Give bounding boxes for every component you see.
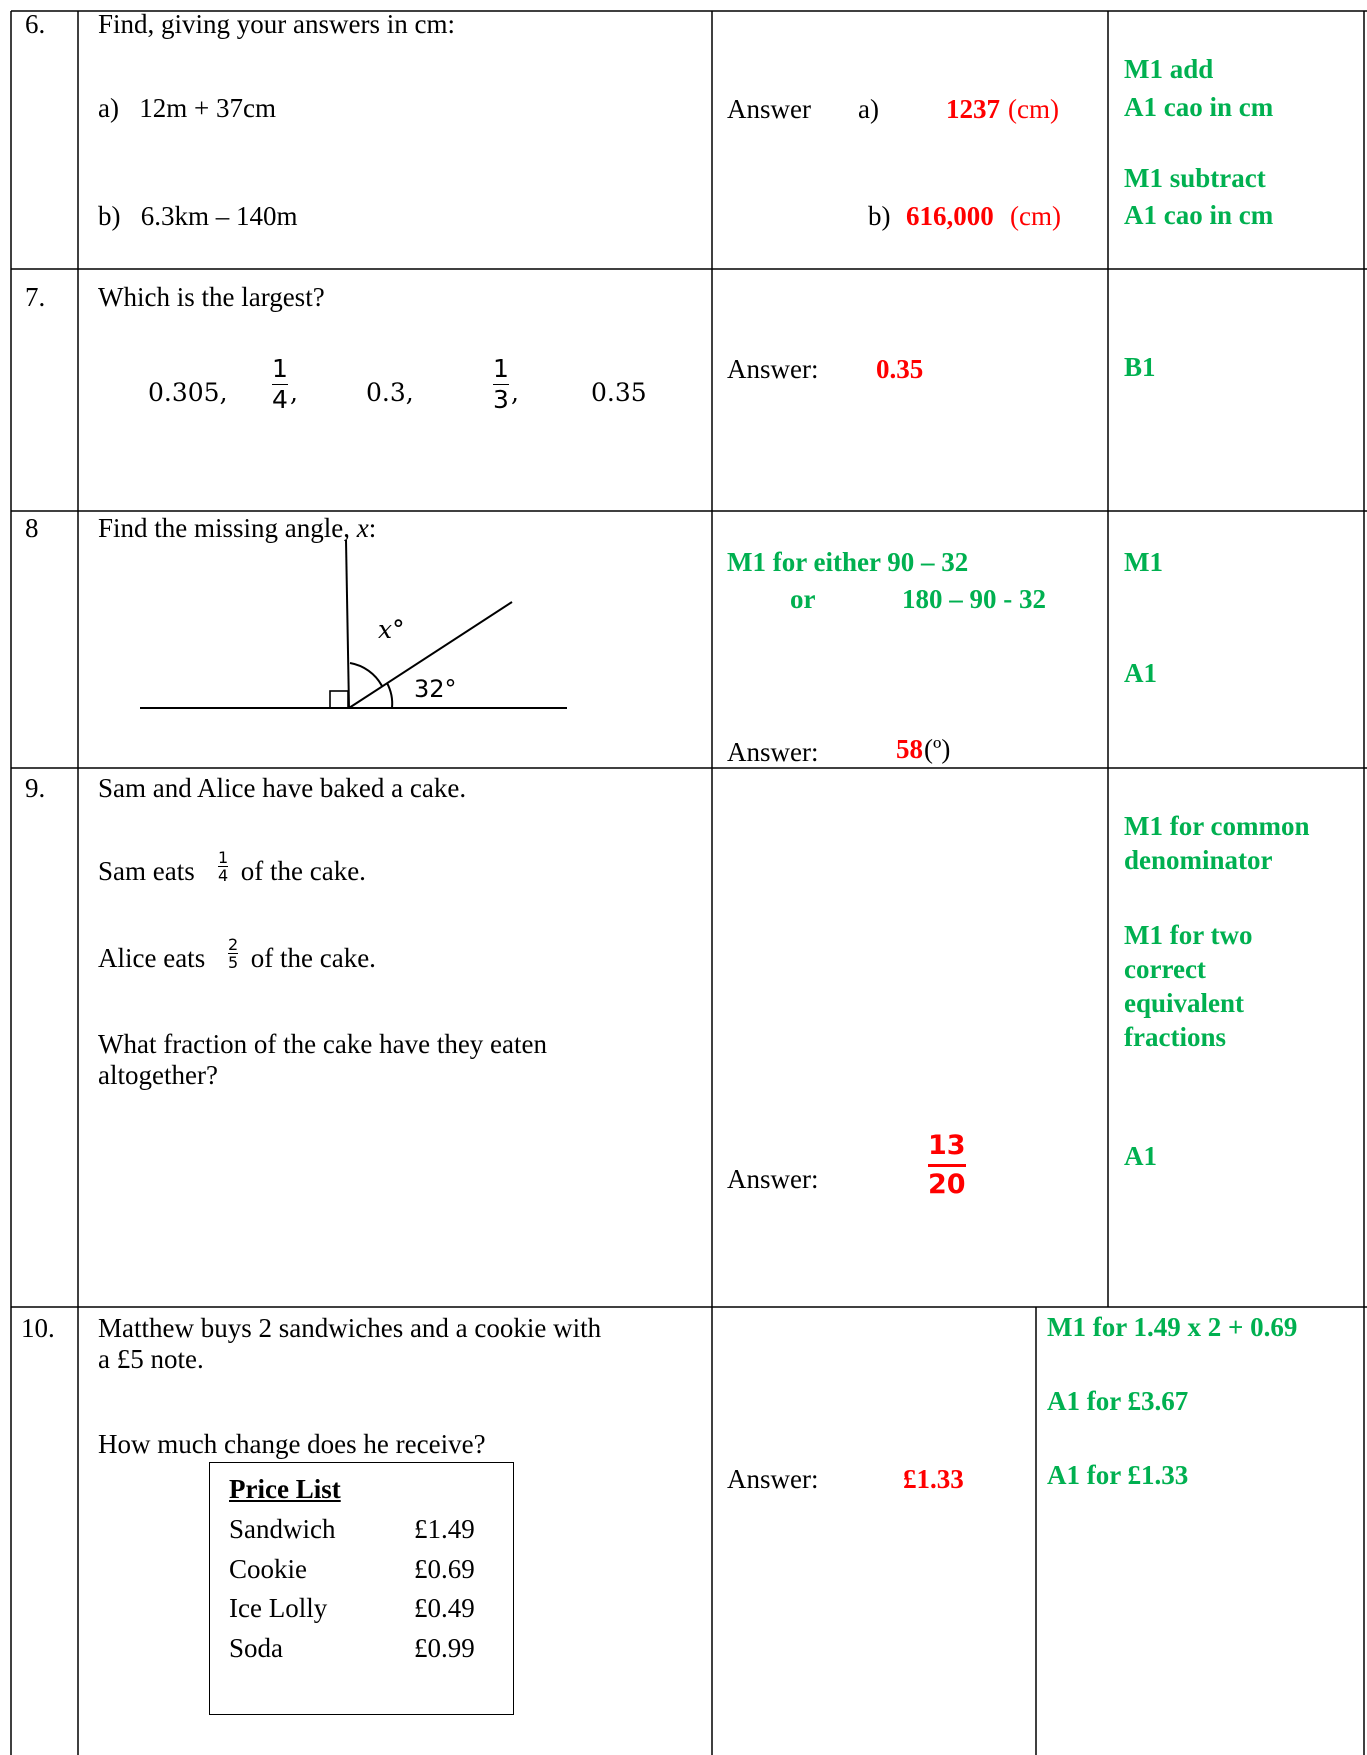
question-number: 8 bbox=[25, 513, 39, 543]
mark-line: A1 cao in cm bbox=[1124, 92, 1274, 122]
option-0305: 0.305, bbox=[148, 378, 228, 407]
answer-fraction: 13 20 bbox=[928, 1130, 966, 1200]
mark-line: A1 cao in cm bbox=[1124, 200, 1274, 230]
question-number: 7. bbox=[25, 282, 46, 312]
price-item-price: £0.99 bbox=[414, 1633, 475, 1663]
part-b-text: b) 6.3km – 140m bbox=[98, 201, 298, 231]
mark-line: A1 bbox=[1124, 1141, 1157, 1171]
answer-label: Answer: bbox=[727, 1164, 819, 1194]
comma: , bbox=[290, 378, 298, 407]
mark-line: correct bbox=[1124, 954, 1206, 984]
answer-b-label: b) bbox=[868, 201, 891, 231]
mark-line: B1 bbox=[1124, 352, 1156, 382]
x-angle-label: 𝑥° bbox=[378, 615, 405, 644]
price-item-price: £0.49 bbox=[414, 1593, 475, 1623]
question-variable: x bbox=[356, 513, 369, 543]
question-text: What fraction of the cake have they eaten bbox=[98, 1029, 548, 1059]
question-text: Find, giving your answers in cm: bbox=[98, 9, 455, 39]
alice-eats-post: of the cake. bbox=[244, 943, 376, 973]
mark-line: M1 for 1.49 x 2 + 0.69 bbox=[1047, 1312, 1298, 1342]
answer-unit: (º) bbox=[924, 734, 951, 764]
comma: , bbox=[511, 378, 519, 407]
question-text: How much change does he receive? bbox=[98, 1429, 486, 1459]
answer-value: £1.33 bbox=[903, 1464, 964, 1494]
option-one-quarter: 1 4 bbox=[272, 354, 288, 414]
option-035: 0.35 bbox=[591, 378, 647, 407]
mark-line: M1 for common bbox=[1124, 811, 1310, 841]
question-text: Sam and Alice have baked a cake. bbox=[98, 773, 467, 803]
question-text-main: Find the missing angle, bbox=[98, 513, 357, 543]
fraction-two-fifths: 2 5 bbox=[228, 935, 239, 972]
sam-eats-pre: Sam eats bbox=[98, 856, 195, 886]
mark-line: fractions bbox=[1124, 1022, 1226, 1052]
question-number: 10. bbox=[21, 1313, 55, 1343]
option-one-third: 1 3 bbox=[493, 354, 509, 414]
angle-diagram bbox=[130, 515, 580, 715]
option-03: 0.3, bbox=[366, 378, 414, 407]
method-line: 180 – 90 - 32 bbox=[902, 584, 1046, 614]
method-line: M1 for either 90 – 32 bbox=[727, 547, 969, 577]
angle-32-label: 32° bbox=[414, 675, 457, 703]
question-text: Matthew buys 2 sandwiches and a cookie with bbox=[98, 1313, 602, 1343]
mark-line: M1 add bbox=[1124, 54, 1214, 84]
mark-line: A1 bbox=[1124, 658, 1157, 688]
question-text-end: : bbox=[368, 513, 377, 543]
mark-line: A1 for £3.67 bbox=[1047, 1386, 1189, 1416]
question-text: altogether? bbox=[98, 1060, 218, 1090]
answer-b-value: 616,000 bbox=[906, 201, 994, 231]
part-a-text: a) 12m + 37cm bbox=[98, 93, 276, 123]
price-item-price: £0.69 bbox=[414, 1554, 475, 1584]
price-list-title: Price List bbox=[229, 1474, 341, 1504]
mark-line: M1 subtract bbox=[1124, 163, 1266, 193]
mark-line: A1 for £1.33 bbox=[1047, 1460, 1189, 1490]
price-item-price: £1.49 bbox=[414, 1514, 475, 1544]
price-item-name: Soda bbox=[229, 1633, 283, 1663]
mark-line: M1 for two bbox=[1124, 920, 1253, 950]
method-or: or bbox=[790, 584, 816, 614]
sam-eats-post: of the cake. bbox=[234, 856, 366, 886]
answer-label: Answer bbox=[727, 94, 811, 124]
answer-b-unit: (cm) bbox=[1010, 201, 1061, 231]
answer-label: Answer: bbox=[727, 1464, 819, 1494]
mark-line: denominator bbox=[1124, 845, 1273, 875]
fraction-one-quarter: 1 4 bbox=[218, 848, 229, 885]
price-item-name: Cookie bbox=[229, 1554, 307, 1584]
answer-a-unit: (cm) bbox=[1008, 94, 1059, 124]
answer-value: 58 bbox=[896, 734, 923, 764]
alice-eats-pre: Alice eats bbox=[98, 943, 206, 973]
answer-label: Answer: bbox=[727, 354, 819, 384]
answer-label: Answer: bbox=[727, 737, 819, 767]
question-number: 6. bbox=[25, 9, 46, 39]
mark-line: M1 bbox=[1124, 547, 1163, 577]
question-text: Which is the largest? bbox=[98, 282, 325, 312]
question-text: a £5 note. bbox=[98, 1344, 204, 1374]
answer-a-value: 1237 bbox=[946, 94, 1000, 124]
answer-value: 0.35 bbox=[876, 354, 924, 384]
mark-line: equivalent bbox=[1124, 988, 1245, 1018]
price-item-name: Ice Lolly bbox=[229, 1593, 328, 1623]
question-number: 9. bbox=[25, 773, 46, 803]
price-item-name: Sandwich bbox=[229, 1514, 336, 1544]
answer-a-label: a) bbox=[858, 94, 879, 124]
